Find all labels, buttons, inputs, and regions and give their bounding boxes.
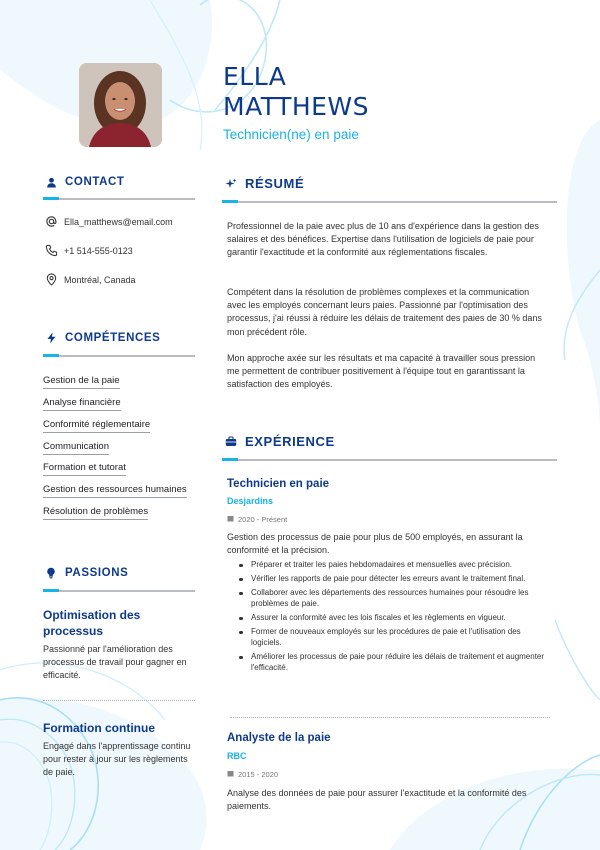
summary-paragraph: Professionnel de la paie avec plus de 10 ans d'expérience dans la gestion des salaires et des bénéfices. Expertise dans l'utilisation de logiciels de paie pour garantir l'exactitude et la conformité aux réglementations fiscales.: [227, 221, 539, 258]
job-description: Analyse des données de paie pour assurer l'exactitude et la conformité des paiements.: [227, 788, 527, 811]
job-bullet: Assurer la conformité avec les lois fiscales et les règlements en vigueur.: [238, 613, 553, 624]
briefcase-icon: [225, 436, 237, 448]
profile-photo: [79, 63, 162, 147]
contact-location-row: [45, 273, 136, 286]
first-name: ELLA: [223, 62, 287, 91]
passion-description: Passionné par l'amélioration des processus de travail pour gagner en efficacité.: [43, 644, 187, 680]
experience-heading-label: EXPÉRIENCE: [245, 434, 335, 449]
job-dates-label: 2015 - 2020: [238, 770, 279, 779]
calendar-icon: [227, 515, 234, 524]
experience-heading: [225, 434, 335, 449]
job-company: Desjardins: [227, 496, 274, 506]
summary-divider: [222, 201, 557, 203]
job-dates: [227, 770, 278, 779]
contact-email[interactable]: Ella_matthews@email.com: [64, 216, 173, 227]
job-bullet: Vérifier les rapports de paie pour détecter les erreurs avant le traitement final.: [238, 574, 553, 585]
job-title: Technicien en paie: [227, 478, 330, 490]
skill-item: Analyse financière: [43, 397, 121, 411]
at-icon: [45, 215, 58, 228]
passions-heading-label: PASSIONS: [65, 567, 129, 579]
candidate-name: [223, 62, 523, 122]
job-bullet: Collaborer avec les départements des ressources humaines pour résoudre les problèmes de paie.: [238, 588, 553, 610]
skills-heading: [45, 332, 160, 344]
sparkle-icon: [225, 178, 237, 190]
experience-divider: [222, 459, 557, 461]
contact-heading: [45, 176, 125, 188]
contact-phone[interactable]: +1 514-555-0123: [64, 245, 133, 256]
job-description: Gestion des processus de paie pour plus de 500 employés, en assurant la conformité et la précision.: [227, 532, 523, 555]
location-pin-icon: [45, 273, 58, 286]
job-bullet: Former de nouveaux employés sur les procédures de paie et l'utilisation des logiciels.: [238, 627, 553, 649]
job-bullet: Préparer et traiter les paies hebdomadaires et mensuelles avec précision.: [238, 560, 553, 571]
passion-separator: [43, 700, 195, 701]
contact-phone-row[interactable]: [45, 244, 133, 257]
job-company: RBC: [227, 751, 247, 761]
contact-divider: [43, 198, 195, 200]
skill-item: Gestion des ressources humaines: [43, 484, 187, 498]
contact-email-row[interactable]: [45, 215, 173, 228]
contact-location: Montréal, Canada: [64, 274, 136, 285]
job-dates: [227, 515, 287, 524]
passions-divider: [43, 590, 195, 592]
passion-title: Formation continue: [43, 721, 155, 735]
lightning-icon: [45, 332, 57, 344]
summary-heading-label: RÉSUMÉ: [245, 176, 305, 191]
person-icon: [45, 176, 57, 188]
skills-heading-label: COMPÉTENCES: [65, 332, 161, 344]
phone-icon: [45, 244, 58, 257]
summary-heading: [225, 176, 304, 191]
skill-item: Résolution de problèmes: [43, 506, 148, 520]
job-bullet: Améliorer les processus de paie pour réduire les délais de traitement et augmenter l'efficacité.: [238, 652, 553, 674]
job-bullets: [238, 560, 553, 677]
skill-item: Gestion de la paie: [43, 375, 120, 389]
summary-paragraph: Mon approche axée sur les résultats et ma capacité à travailler sous pression me permettent de contribuer positivement à l'équipe tout en garantissant la satisfaction des employés.: [227, 353, 536, 390]
calendar-icon: [227, 770, 234, 779]
passion-title: Optimisation des processus: [43, 608, 141, 638]
job-title: Technicien(ne) en paie: [223, 127, 359, 142]
passion-description: Engagé dans l'apprentissage continu pour rester à jour sur les règlements de paie.: [43, 741, 191, 777]
job-separator: [230, 717, 550, 718]
skills-divider: [43, 355, 195, 357]
job-title: Analyste de la paie: [227, 732, 331, 744]
contact-heading-label: CONTACT: [65, 176, 125, 188]
summary-paragraph: Compétent dans la résolution de problèmes complexes et la communication avec les employés concernant leurs paies. Passionné par l'optimisation des processus, j'ai réussi à réduire les délais de traitement des paies de 30 % dans mon précédent rôle.: [227, 287, 542, 337]
lightbulb-icon: [45, 567, 57, 579]
last-name: MATTHEWS: [223, 92, 370, 121]
skill-item: Communication: [43, 441, 109, 455]
skill-item: Conformité réglementaire: [43, 419, 150, 433]
job-dates-label: 2020 - Présent: [238, 515, 288, 524]
passions-heading: [45, 567, 128, 579]
skill-item: Formation et tutorat: [43, 462, 126, 476]
